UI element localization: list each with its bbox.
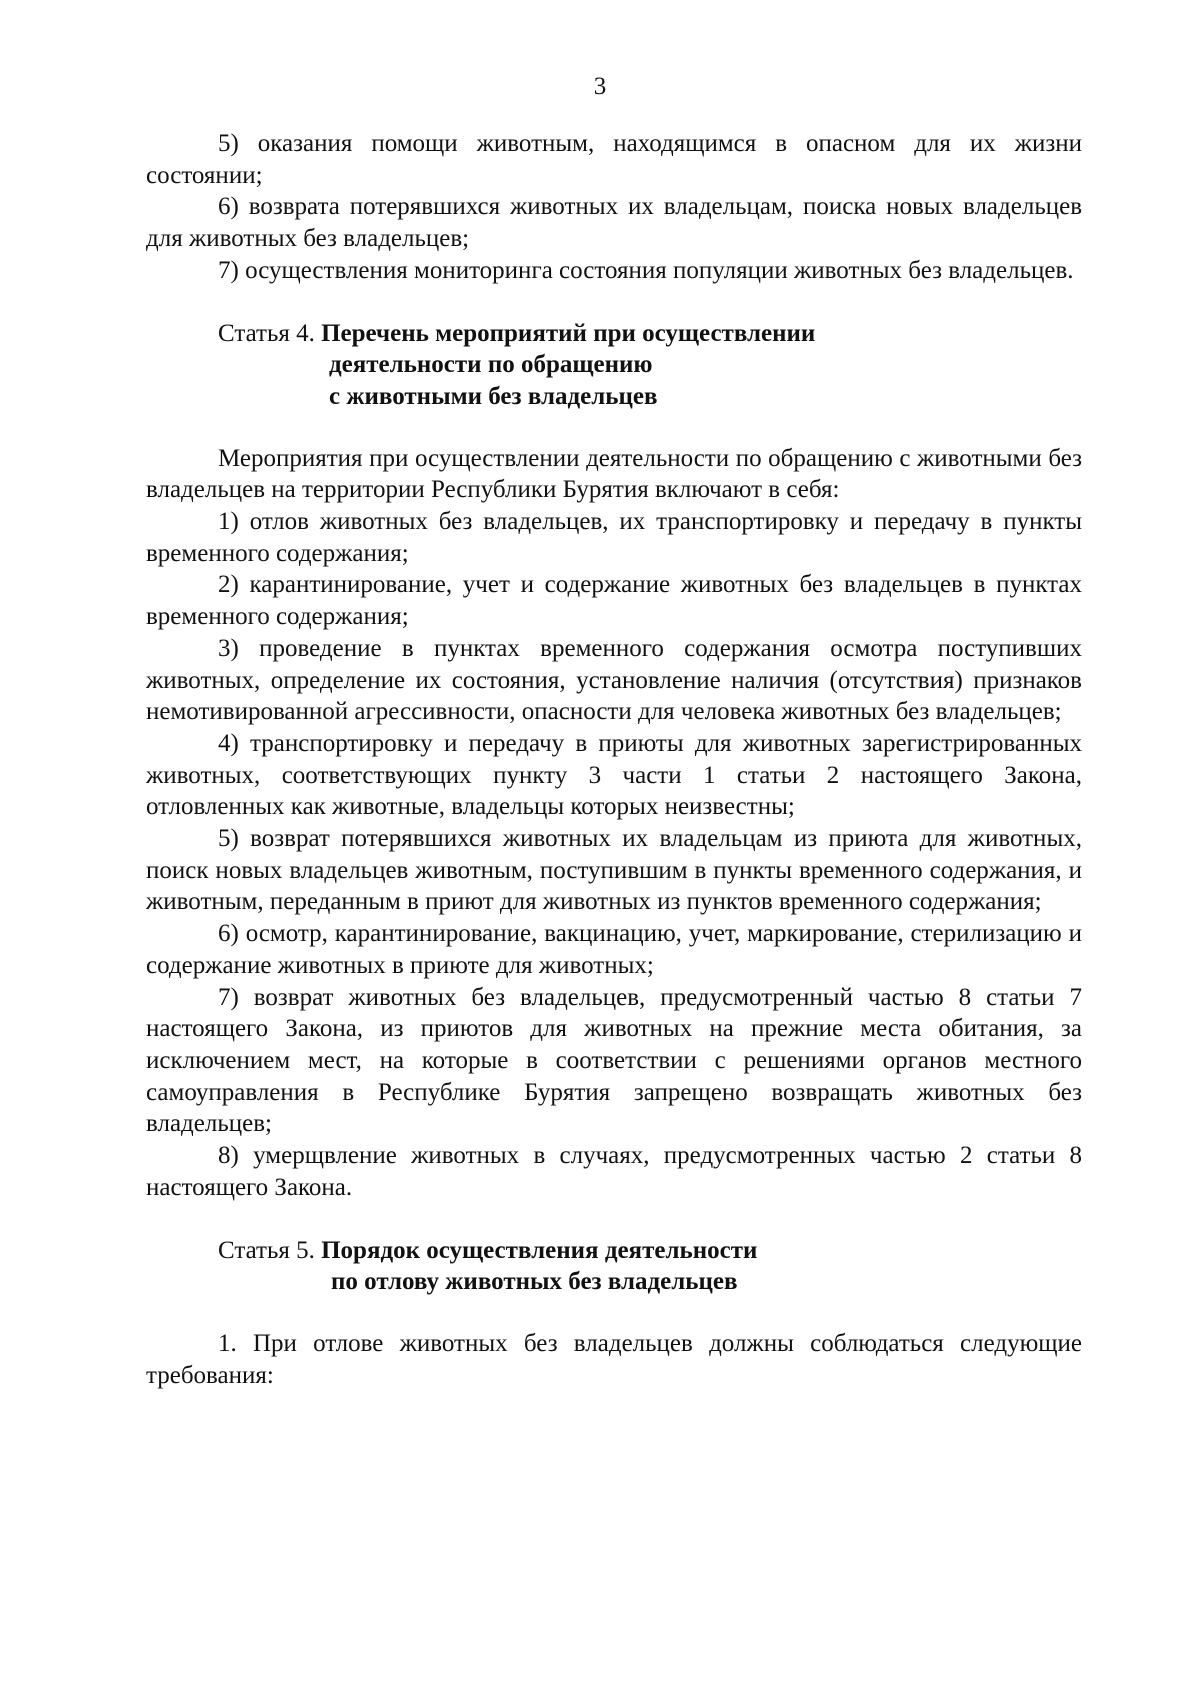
list-item: 2) карантинирование, учет и содержание животных без владельцев в пунктах временного содержания; [146,571,1082,631]
list-item: 6) осмотр, карантинирование, вакцинацию, учет, маркирование, стерилизацию и содержание животных в приюте для животных; [146,920,1082,979]
article-4-lead: Мероприятия при осуществлении деятельности по обращению с животными без владельцев на территории Республики Бурятия включают в себя: [146,444,1082,504]
list-item: 7) возврат животных без владельцев, предусмотренный частью 8 статьи 7 настоящего Закона, из приютов для животных на прежние места обитания, за исключением мест, на которые в соответствии с решениями органов местного самоуправления в Республике Бурятия запрещено возвращать животных без владельцев; [146,983,1082,1138]
article-5-title-line-2: по отлову животных без владельцев [331,1268,738,1296]
list-item: 5) оказания помощи животным, находящимся в опасном для их жизни состоянии; [146,130,1082,189]
list-item: 1) отлов животных без владельцев, их транспортировку и передачу в пункты временного содержания; [146,508,1082,567]
list-item: 3) проведение в пунктах временного содержания осмотра поступивших животных, определение их состояния, установление наличия (отсутствия) признаков немотивированной агрессивности, опасности для человека животных без владельцев; [146,634,1082,726]
spacer [146,1204,1082,1235]
article-5-prefix: Статья 5. [218,1236,315,1264]
list-item: 6) возврата потерявшихся животных их владельцам, поиска новых владельцев для животных без владельцев; [146,193,1082,253]
article-5-heading [146,1235,1082,1298]
list-item: 8) умерщвление животных в случаях, предусмотренных частью 2 статьи 8 настоящего Закона. [146,1142,1082,1201]
list-item: 4) транспортировку и передачу в приюты для животных зарегистрированных животных, соответствующих пункту 3 части 1 статьи 2 настоящего Закона, отловленных как животные, владельцы которых неизвестны; [146,729,1082,821]
list-item: 7) осуществления мониторинга состояния популяции животных без владельцев. [218,256,1074,284]
spacer [146,413,1082,443]
document-body [146,128,1082,1391]
article-4-title-line-3: с животными без владельцев [329,382,658,410]
article-4-heading-line-1 [218,318,1082,350]
article-4-heading [146,318,1082,413]
article-5-title-line-1: Порядок осуществления деятельности [321,1236,758,1264]
spacer [146,287,1082,318]
article-4-title-line-2: деятельности по обращению [329,351,653,379]
article-5-heading-line-1 [218,1235,1082,1267]
spacer [146,1298,1082,1328]
page-number: 3 [593,73,607,100]
list-item: 5) возврат потерявшихся животных их владельцам из приюта для животных, поиск новых владельцев животным, поступившим в пункты временного содержания, и животным, переданным в приют для животных из пунктов временного содержания; [146,825,1082,916]
article-4-prefix: Статья 4. [218,319,315,347]
article-4-title-line-1: Перечень мероприятий при осуществлении [321,319,816,347]
list-item: 1. При отлове животных без владельцев должны соблюдаться следующие требования: [146,1329,1082,1389]
